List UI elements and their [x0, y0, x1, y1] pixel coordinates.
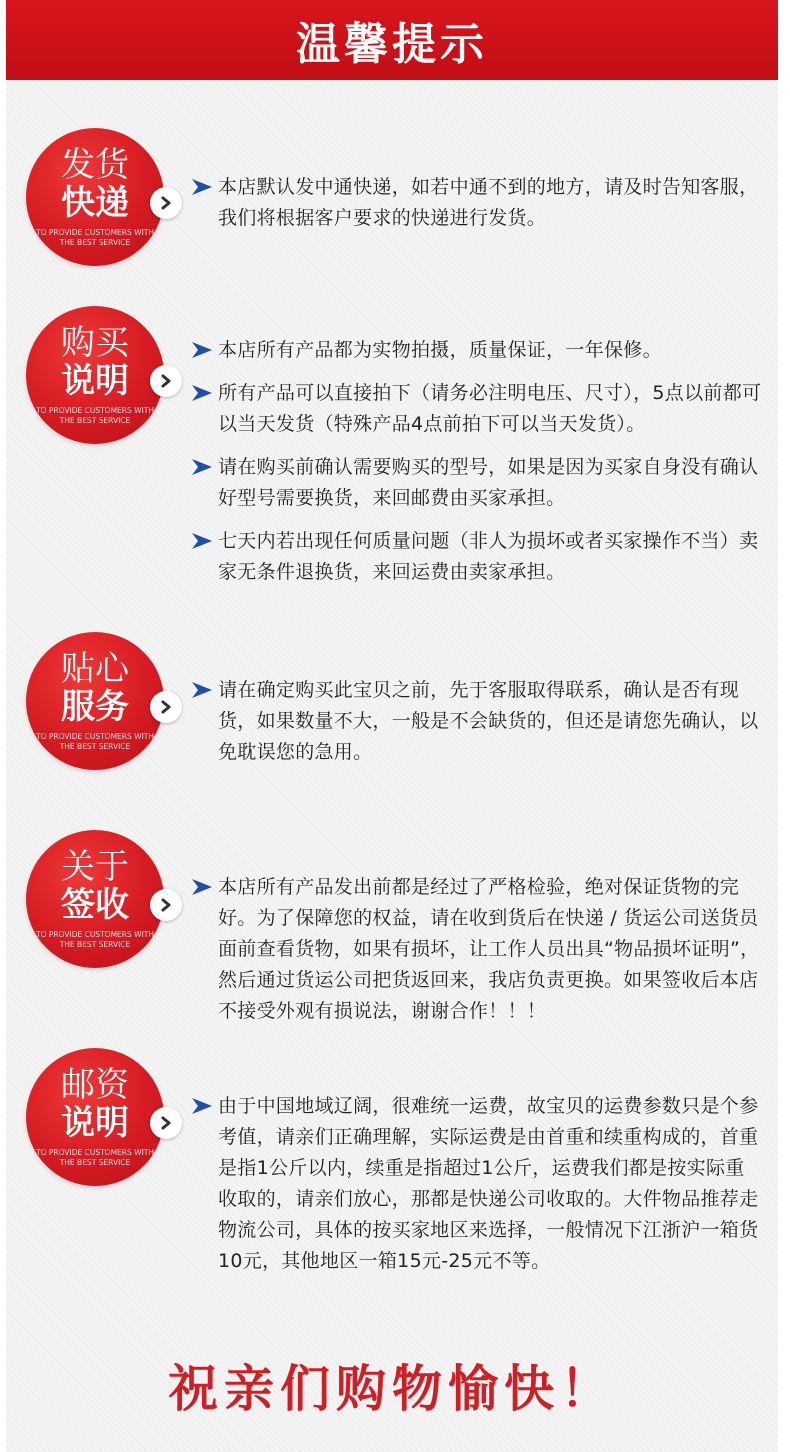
badge-line1: 邮资 [61, 1065, 129, 1105]
item-text: 请在确定购买此宝贝之前，先于客服取得联系，确认是否有现货，如果数量不大，一般是不会缺货的，但还是请您先确认，以免耽误您的急用。 [218, 679, 759, 763]
list-item [192, 172, 762, 234]
badge-line1: 购买 [61, 323, 129, 363]
footer-text: 祝亲们购物愉快！ [168, 1360, 616, 1418]
badge-subtitle: TO PROVIDE CUSTOMERS WITH THE BEST SERVICE [36, 228, 155, 247]
arrow-bullet-icon [192, 459, 212, 475]
badge-line2: 快递 [61, 183, 129, 223]
badge-line2: 说明 [61, 1103, 129, 1143]
arrow-bullet-icon [192, 179, 212, 195]
chevron-right-icon [150, 691, 182, 723]
badge-subtitle: TO PROVIDE CUSTOMERS WITH THE BEST SERVICE [36, 930, 155, 949]
arrow-bullet-icon [192, 533, 212, 549]
section-badge [26, 1048, 164, 1186]
section-badge [26, 306, 164, 444]
list-item [192, 1091, 762, 1277]
section-items [192, 1091, 762, 1289]
notice-panel [6, 0, 778, 1452]
chevron-right-icon [150, 365, 182, 397]
section-items [192, 172, 762, 246]
arrow-bullet-icon [192, 385, 212, 401]
badge-subtitle: TO PROVIDE CUSTOMERS WITH THE BEST SERVICE [36, 732, 155, 751]
badge-line2: 签收 [61, 885, 129, 925]
chevron-right-icon [150, 1107, 182, 1139]
badge-line1: 关于 [61, 847, 129, 887]
item-text: 本店所有产品都为实物拍摄，质量保证，一年保修。 [218, 339, 662, 361]
list-item [192, 526, 762, 588]
item-text: 本店所有产品发出前都是经过了严格检验，绝对保证货物的完好。为了保障您的权益，请在收到货后在快递 / 货运公司送货员面前查看货物，如果有损坏，让工作人员出具“物品损坏证明”，然后通过货运公司把货返回来，我店负责更换。如果签收后本店不接受外观有损说法，谢谢合作！！！ [218, 876, 760, 1022]
item-text: 本店默认发中通快递，如若中通不到的地方，请及时告知客服，我们将根据客户要求的快递进行发货。 [218, 176, 759, 229]
footer-greeting [6, 1350, 778, 1420]
item-text: 所有产品可以直接拍下（请务必注明电压、尺寸），5点以前都可以当天发货（特殊产品4点前拍下可以当天发货）。 [218, 382, 762, 435]
section-badge [26, 128, 164, 266]
list-item [192, 452, 762, 514]
list-item [192, 675, 762, 768]
badge-subtitle: TO PROVIDE CUSTOMERS WITH THE BEST SERVICE [36, 406, 155, 425]
item-text: 请在购买前确认需要购买的型号，如果是因为买家自身没有确认好型号需要换货，来回邮费由买家承担。 [218, 456, 759, 509]
list-item [192, 872, 762, 1027]
section-items [192, 675, 762, 780]
badge-line2: 服务 [61, 687, 129, 727]
header-title: 温馨提示 [296, 19, 488, 70]
arrow-bullet-icon [192, 342, 212, 358]
list-item [192, 335, 762, 366]
arrow-bullet-icon [192, 682, 212, 698]
chevron-right-icon [150, 187, 182, 219]
item-text: 七天内若出现任何质量问题（非人为损坏或者买家操作不当）卖家无条件退换货，来回运费由卖家承担。 [218, 530, 759, 583]
section-items [192, 335, 762, 600]
arrow-bullet-icon [192, 1098, 212, 1114]
item-text: 由于中国地域辽阔，很难统一运费，故宝贝的运费参数只是个参考值，请亲们正确理解，实际运费是由首重和续重构成的，首重是指1公斤以内，续重是指超过1公斤，运费我们都是按实际重收取的，请亲们放心，那都是快递公司收取的。大件物品推荐走物流公司，具体的按买家地区来选择，一般情况下江浙沪一箱货10元，其他地区一箱15元-25元不等。 [218, 1095, 759, 1272]
list-item [192, 378, 762, 440]
badge-line2: 说明 [61, 361, 129, 401]
chevron-right-icon [150, 889, 182, 921]
section-items [192, 872, 762, 1039]
header-banner [6, 0, 778, 80]
badge-line1: 发货 [61, 145, 129, 185]
section-badge [26, 632, 164, 770]
arrow-bullet-icon [192, 879, 212, 895]
badge-line1: 贴心 [61, 649, 129, 689]
badge-subtitle: TO PROVIDE CUSTOMERS WITH THE BEST SERVICE [36, 1148, 155, 1167]
section-badge [26, 830, 164, 968]
